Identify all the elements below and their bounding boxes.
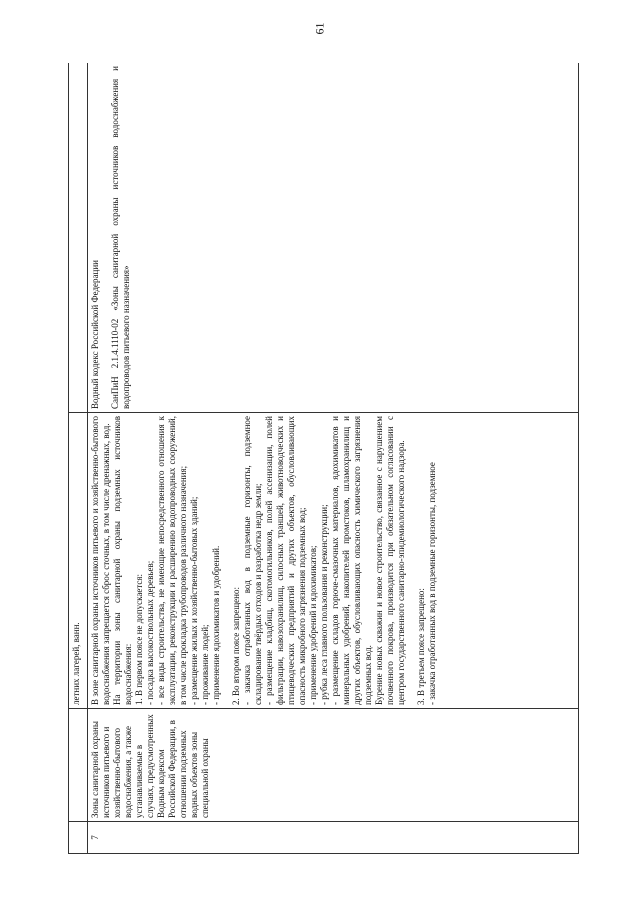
row-number-cell: [69, 822, 88, 854]
legal-basis-cell: [88, 63, 579, 413]
requirement-paragraph: - рубка леса главного пользования и реконструкции;: [319, 504, 329, 705]
zones-table: [68, 63, 579, 854]
legal-basis-paragraph: СанПиН 2.1.4.1110-02 «Зоны санитарной охраны источников водоснабжения и водопроводов питьевого назначения»: [110, 66, 131, 409]
zone-name-cell: [88, 709, 579, 822]
requirement-paragraph: - применение ядохимикатов и удобрений.: [211, 545, 221, 705]
page-number: 61: [312, 22, 327, 35]
legal-basis-paragraph: Водный кодекс Российской Федерации: [90, 260, 100, 409]
requirement-paragraph: - размещение складов горюче-смазочных материалов, ядохимикатов и минеральных удобрений, накопителей промстоков, шламохранилищ и других объектов, обусловливающих опасность химического загрязнения подземных вод.: [330, 416, 373, 705]
requirement-paragraph: Бурение новых скважин и новое строительство, связанное с нарушением почвенного покрова, производится при обязательном согласовании с центром государственного санитарно-эпидемиологического надзора.: [374, 416, 406, 705]
requirement-paragraph: - размещение кладбищ, скотомогильников, полей ассенизации, полей фильтрации, навозохранилищ, силосных траншей, животноводческих и птицеводческих предприятий и других объектов, обусловливающих опасность микробного загрязнения подземных вод;: [264, 416, 307, 705]
requirements-cell: летних лагерей, ванн.: [69, 413, 88, 709]
legal-basis-cell: [69, 63, 88, 413]
row-number-cell: 7: [88, 822, 579, 854]
requirement-paragraph: В зоне санитарной охраны источников питьевого и хозяйственно-бытового водоснабжения запрещается сброс сточных, в том числе дренажных, вод.: [90, 416, 111, 705]
requirement-paragraph: 3. В третьем поясе запрещено:: [416, 588, 426, 705]
zone-name-text: Зоны санитарной охраны источников питьевого и хозяйственно-бытового водоснабжения, а также устанавливаемые в случаях, предусмотренных Водным кодексом Российской Федерации, в отношении подземных водных объектов зоны специальной охраны: [90, 714, 210, 818]
requirement-paragraph: - закачка отработанных вод в подземные горизонты, подземное: [427, 462, 437, 705]
requirement-paragraph: 2. Во втором поясе запрещено:: [231, 587, 241, 705]
requirement-paragraph: - закачка отработанных вод в подземные горизонты, подземное складирование твёрдых отходов и разработка недр земли;: [242, 416, 263, 705]
requirement-paragraph: - размещение жилых и хозяйственно-бытовых зданий;: [189, 496, 199, 705]
zone-name-cell: [69, 709, 88, 822]
requirement-paragraph: - проживание людей;: [200, 624, 210, 705]
table-row: [88, 63, 579, 854]
table-row: [69, 63, 88, 854]
requirements-cell: [88, 413, 579, 709]
requirement-paragraph: - применение удобрений и ядохимикатов;: [308, 545, 318, 705]
landscape-table-area: [68, 63, 589, 854]
requirement-paragraph: На территории зоны санитарной охраны подземных источников водоснабжения:: [112, 416, 133, 705]
requirement-paragraph: - посадка высокоствольных деревьев;: [145, 560, 155, 705]
rotated-page-content: [68, 63, 589, 854]
requirement-paragraph: 1. В первом поясе не допускается:: [134, 573, 144, 705]
requirement-paragraph: - все виды строительства, не имеющие непосредственного отношения к эксплуатации, реконструкции и расширению водопроводных сооружений, в том числе прокладка трубопроводов различного назначения;: [156, 416, 188, 705]
